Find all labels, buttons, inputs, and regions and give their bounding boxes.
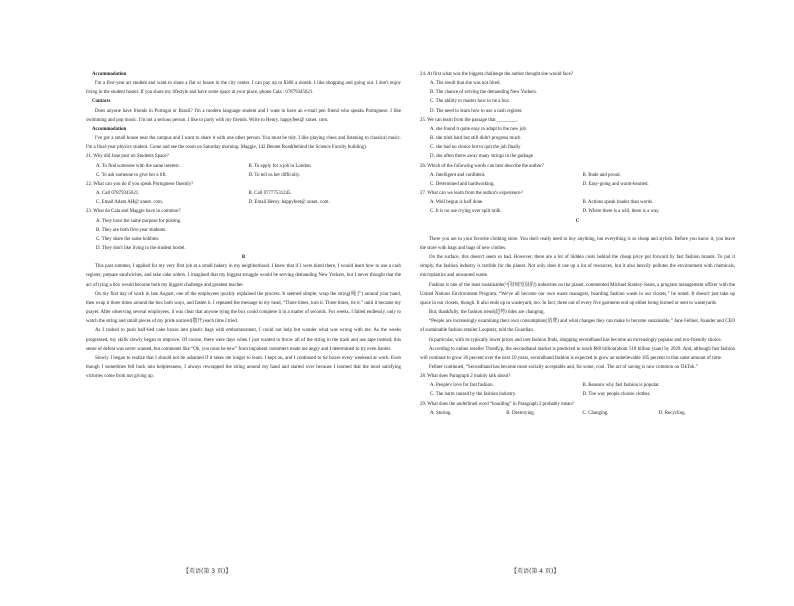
- option: A. To find someone with the same interest.: [96, 163, 180, 169]
- option: A. Well begun is half done.: [430, 200, 484, 206]
- option: D. Where there is a will, there is a way.: [582, 209, 660, 215]
- option: B. Reasons why fast fashion is popular.: [582, 383, 660, 389]
- question-29: 29. What does the underlined word “hoarding” in Paragraph 3 probably mean?: [420, 401, 574, 407]
- passage-paragraph: This past summer, I applied for my very first job at a small bakery in my neighborhood. I knew that if I were hired there, I would learn how to use a cash register, prepare sandwiches, and take cake orders. I imagined that my biggest struggle would be serving demanding New Yorkers, but I never thought that the act of tying a box would become both my biggest challenge and greatest teacher.: [86, 264, 401, 288]
- option: D. Email Henry. happyfeet@ xnnet. com.: [248, 200, 330, 206]
- option: B. The chance of serving the demanding New Yorkers.: [430, 90, 538, 96]
- question-23: 23. What do Cala and Maggie have in common?: [86, 209, 181, 215]
- option: A. Storing.: [430, 410, 452, 416]
- option: C. To ask someone to give her a lift.: [96, 172, 167, 178]
- option: B. Destroying.: [506, 410, 535, 416]
- question-21: 21. Why did Jane post on Students Space?: [86, 154, 169, 160]
- passage-paragraph: Fellner continued, “Secondhand has become more socially acceptable and, for some, cool. The act of saving is now common on TikTok.”: [429, 364, 698, 370]
- spacer: [420, 226, 735, 235]
- ad-text: I've got a small house near the campus and I want to share it with one other person. You must be tidy. I like playing chess and listening to classical music. I'm a final-year physics student. Come and see the room on Saturday morning. Maggie, 142 Bennet Road(behind the Science Faculty building).: [86, 136, 401, 151]
- options-row: [420, 198, 735, 207]
- option: C. The harm caused by the fashion industry.: [430, 392, 517, 398]
- option: D. The need to learn how to use a cash register.: [430, 108, 523, 114]
- option: D. she often threw away many strings in the garbage: [430, 154, 533, 160]
- passage-paragraph: On the surface, this doesn't seem so bad. However, there are a lot of hidden costs behind the cheap price put forward by fast fashion brands. To put it simply, the fashion industry is terrible for the planet. Not only does it use up a lot of resources, but it also heavily pollutes the environment with chemicals, microplastics and unwanted waste.: [420, 255, 735, 279]
- section-c-heading: C: [575, 218, 580, 224]
- option: C. she had no choice but to quit the job finally: [430, 145, 521, 151]
- question-27: 27. What can we learn from the author's experience?: [420, 191, 523, 197]
- right-column: [420, 70, 735, 418]
- option: B. Rude and proud.: [582, 172, 621, 178]
- option: D. Recycling.: [658, 410, 686, 416]
- passage-paragraph: As I rushed to push half-tied cake boxes into plastic bags with embarrassment, I could not help but wonder what was wrong with me. As the weeks progressed, my skills slowly began to improve. Of course, there were days when I just wanted to throw all of the string in the trash and use tape instead; this sense of defeat was never wanted, but comments like “Oh, you must be new” from impatient customers made me angry and I determined to try even harder.: [86, 328, 401, 352]
- passage-paragraph: In particular, with its typically lower prices and rare fashion finds, shopping secondhand has become an increasingly popular and eco-friendly choice.: [429, 337, 722, 343]
- option: B. Actions speak louder than words.: [582, 200, 654, 206]
- question-22: 22. What can you do if you speak Portuguese fluently?: [86, 181, 194, 187]
- passage-paragraph: But, thankfully, the fashion trend(趋势) tides are changing.: [429, 310, 545, 316]
- option: C. The ability to master how to tie a box.: [430, 99, 511, 105]
- passage-paragraph: “People are increasingly examining their own consumption(消费) and what changes they can make to become sustainable,” Jane Fellner, founder and CEO of sustainable fashion retailer Loopster, told the Guardian.: [420, 319, 735, 334]
- question-26: 26. Which of the following words can best describe the author?: [420, 163, 544, 169]
- option: A. she found it quite easy to adapt to the new job: [430, 126, 526, 132]
- passage-paragraph: There you are in your favorite clothing store. You don't really need to buy anything, but everything is so cheap and stylish. Before you know it, you leave the store with bags and bags of new clothes.: [420, 236, 735, 251]
- section-heading: Accommodation: [92, 126, 127, 132]
- passage-paragraph: Slowly I began to realize that I should not be ashamed if it takes me longer to learn. I kept on, and I continued to tie boxes every weekend at work. Even though I sometimes fell back into helplessness, I always rewrapped the string around my hand and started over because I learned that the most satisfying victories come from not giving up.: [86, 355, 401, 380]
- option: B. she tried hard but still didn't progress much: [430, 136, 521, 142]
- ad-text: I'm a first-year art student and want to share a flat or house in the city center. I can pay up to $300 a month. I like shopping and going out. I don't enjoy living in the student hostel. If you share my lifestyle and have some space at your place, phone Cala : 07879345621.: [86, 81, 401, 96]
- question-25: 25. We can learn from the passage that ________.: [420, 117, 518, 123]
- section-heading: Accommodation: [92, 72, 127, 77]
- option: A. They have the same purpose for posting.: [96, 218, 182, 224]
- question-28: 28. What does Paragraph 2 mainly talk about?: [420, 374, 511, 380]
- page-footer-left: 【英语(第 3 页)】: [183, 568, 232, 575]
- options-row: [420, 409, 735, 418]
- option: A. People's love for fast fashion.: [430, 383, 494, 389]
- option: B. Call 07777531245.: [248, 191, 292, 197]
- option: C. They share the same hobbies.: [96, 236, 160, 242]
- options-row: [86, 189, 401, 198]
- passage-paragraph: On my first day of work in late August, one of the employees quickly explained the process. It seemed simple; wrap the string(绳子) around your hand, then wrap it three times around the box both ways, and fasten it. I repeated the message in my head, “Three times, turn it. Three times, tie it.” until it became my prayer. After observing several employees, it was clear that anyone tying the box could complete it in a matter of seconds. For weeks, I failed endlessly, only to watch the string and small pieces of my pride unravel(散开) each time I tried.: [86, 291, 401, 325]
- section-b-heading: B: [241, 255, 246, 261]
- options-row: [420, 180, 735, 189]
- page-footer-right: 【英语(第 4 页)】: [511, 568, 560, 575]
- option: B. To apply for a job in London.: [248, 163, 312, 169]
- option: A. Call 07879345621.: [96, 191, 140, 197]
- option: D. To tell us her difficulty.: [248, 172, 301, 178]
- options-row: [86, 198, 401, 207]
- option: A. The result that she was not hired.: [430, 81, 501, 87]
- passage-paragraph: According to online reseller ThredUp, the secondhand market is predicted to reach $80 billion(about 518 billion yuan) by 2029. And, although fast fashion will continue to grow 20 percent over the next 10 years, secondhand fashion is expected to grow an unbelievable 185 percent in that same amount of time.: [420, 346, 735, 361]
- options-row: [420, 171, 735, 180]
- option: C. It is no use crying over split milk.: [430, 209, 502, 215]
- option: C. Changing.: [582, 410, 609, 416]
- options-row: [420, 381, 735, 390]
- ad-text: Does anyone have friends in Portugal or Brazil? I'm a modern language student and I want to have an e-mail pen friend who speaks Portuguese. I like swimming and pop music. I'm not a serious person. I like to party with my friends. Write to Henry. happyfeet@ xnnet. com.: [86, 108, 401, 123]
- section-heading: Contacts: [92, 99, 111, 105]
- option: D. Easy-going and warm-hearted.: [582, 181, 649, 187]
- option: C. Email Adam AH@ xnnet. com.: [96, 200, 163, 206]
- options-row: [86, 171, 401, 180]
- option: A. Intelligent and confident.: [430, 172, 486, 178]
- option: B. They are both first-year students.: [96, 227, 167, 233]
- option: D. They don't like living in the student hostel.: [96, 245, 186, 251]
- options-row: [420, 390, 735, 399]
- option: C. Determined and hardworking.: [430, 181, 495, 187]
- question-24: 24. At first what was the biggest challenge the author thought she would face?: [420, 72, 573, 77]
- option: D. The way people choose clothes.: [582, 392, 651, 398]
- options-row: [86, 162, 401, 171]
- left-column: [86, 70, 401, 381]
- options-row: [420, 207, 735, 216]
- passage-paragraph: Fashion is one of the least sustainable(可持续发展的) industries on the planet, commented Michael Stanley-Jones, a program management officer with the United Nations Environment Program. “We've all become our own waste managers, boarding fashion waste in our closets,” he noted. It doesn't just take up space in our closets, though. It also ends up in wasteyard, too. In fact, three out of every five garments end up either being burned or sent to wasteyards.: [420, 282, 735, 306]
